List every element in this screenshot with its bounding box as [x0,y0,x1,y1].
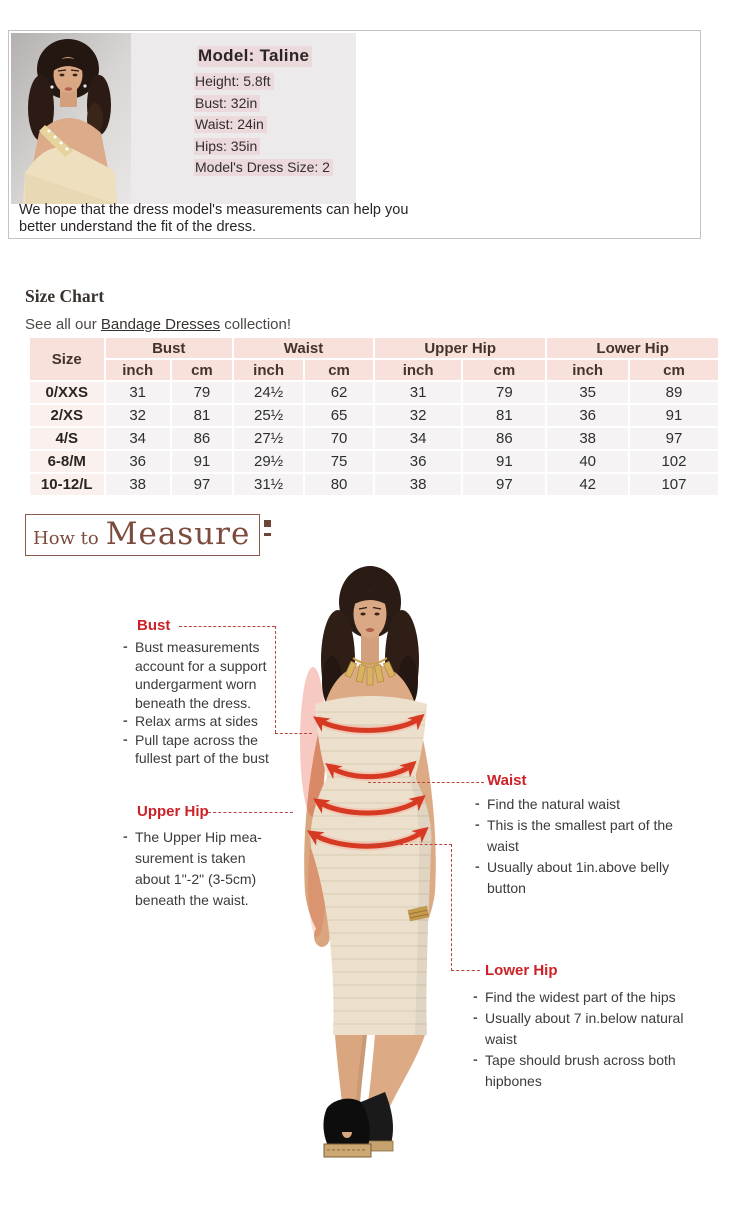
list-item: - Bust measurements account for a support undergarment worn beneath the dress. [122,638,274,712]
unit-header: cm [630,360,718,380]
lower-hip-label: Lower Hip [485,962,558,979]
value-cell: 86 [463,428,545,449]
bust-tips-list [122,638,274,768]
value-cell: 38 [547,428,628,449]
value-cell: 42 [547,474,628,495]
bust-connector-line [179,626,275,627]
value-cell: 24½ [234,382,303,403]
list-item: - Usually about 7 in.below natural waist [472,1008,690,1050]
value-cell: 70 [305,428,373,449]
value-cell: 65 [305,405,373,426]
table-row [30,382,718,403]
list-item: - Find the natural waist [474,794,677,815]
lower-hip-tips-list [472,987,690,1092]
value-cell: 32 [106,405,170,426]
value-cell: 34 [375,428,461,449]
measure-label: Measure [105,516,251,552]
model-portrait-photo [11,33,131,204]
size-cell: 2/XS [30,405,104,426]
value-cell: 62 [305,382,373,403]
value-cell: 91 [630,405,718,426]
list-item: - Usually about 1in.above belly button [474,857,677,899]
value-cell: 91 [172,451,232,472]
value-cell: 32 [375,405,461,426]
model-measurements-panel [131,33,356,204]
waist-tips-list [474,794,677,899]
measuring-model-figure [275,562,470,1190]
how-to-label: How to [33,528,99,549]
upper-hip-connector-line [208,812,293,813]
model-info-card [8,30,701,239]
value-cell: 36 [106,451,170,472]
bust-label: Bust [137,617,171,634]
value-cell: 86 [172,428,232,449]
list-item: - Pull tape across the fullest part of the bust [122,731,274,768]
size-chart-heading: Size Chart [25,286,105,306]
list-item: - Relax arms at sides [122,712,274,731]
lower-hip-connector-line [366,844,452,845]
list-item: - The Upper Hip mea-surement is taken about 1"-2" (3-5cm) beneath the waist. [122,827,280,911]
list-item: - This is the smallest part of the waist [474,815,677,857]
size-cell: 6-8/M [30,451,104,472]
model-height: Height: 5.8ft [194,73,333,90]
table-row [30,405,718,426]
size-cell: 0/XXS [30,382,104,403]
lower-hip-connector-line [451,970,480,971]
bust-connector-line [275,733,312,734]
table-row [30,451,718,472]
unit-header: cm [305,360,373,380]
value-cell: 25½ [234,405,303,426]
model-waist: Waist: 24in [194,116,333,133]
unit-header: inch [547,360,628,380]
lower-hip-group-header: Lower Hip [547,338,718,358]
value-cell: 102 [630,451,718,472]
bust-connector-line [275,626,276,733]
value-cell: 80 [305,474,373,495]
model-measurement-lines [194,73,333,181]
value-cell: 31 [106,382,170,403]
value-cell: 27½ [234,428,303,449]
value-cell: 89 [630,382,718,403]
value-cell: 79 [463,382,545,403]
upper-hip-label: Upper Hip [137,803,209,820]
model-hips: Hips: 35in [194,138,333,155]
size-column-header: Size [30,338,104,380]
value-cell: 38 [375,474,461,495]
collection-prefix: See all our [25,316,101,333]
size-chart-table [28,336,720,497]
upper-hip-group-header: Upper Hip [375,338,545,358]
value-cell: 36 [375,451,461,472]
unit-header: cm [172,360,232,380]
value-cell: 91 [463,451,545,472]
how-to-measure-box [25,514,260,556]
value-cell: 35 [547,382,628,403]
upper-hip-tips-list [122,827,280,911]
figure-dress [311,696,432,1035]
value-cell: 97 [463,474,545,495]
value-cell: 31 [375,382,461,403]
value-cell: 36 [547,405,628,426]
collection-line [25,316,291,333]
table-unit-header-row [30,360,718,380]
value-cell: 29½ [234,451,303,472]
model-caption: We hope that the dress model's measurements can help you better understand the fit of the dress. [19,202,409,235]
model-name-title: Model: Taline [197,46,312,67]
list-item: - Tape should brush across both hipbones [472,1050,690,1092]
unit-header: inch [106,360,170,380]
value-cell: 31½ [234,474,303,495]
collection-suffix: collection! [220,316,292,333]
value-cell: 81 [463,405,545,426]
value-cell: 75 [305,451,373,472]
size-cell: 4/S [30,428,104,449]
waist-connector-line [368,782,484,783]
bandage-dresses-link[interactable]: Bandage Dresses [100,316,221,333]
size-cell: 10-12/L [30,474,104,495]
decorative-colon-icon [264,520,271,536]
model-bust: Bust: 32in [194,95,333,112]
value-cell: 40 [547,451,628,472]
bust-group-header: Bust [106,338,233,358]
figure-shoes [323,1092,393,1157]
waist-label: Waist [487,772,527,789]
value-cell: 81 [172,405,232,426]
list-item: - Find the widest part of the hips [472,987,690,1008]
value-cell: 107 [630,474,718,495]
value-cell: 97 [630,428,718,449]
unit-header: inch [375,360,461,380]
unit-header: inch [234,360,303,380]
table-row [30,474,718,495]
value-cell: 34 [106,428,170,449]
table-group-header-row [30,338,718,358]
model-dress-size: Model's Dress Size: 2 [194,159,333,176]
how-to-measure-heading [25,514,271,556]
table-row [30,428,718,449]
value-cell: 97 [172,474,232,495]
unit-header: cm [463,360,545,380]
value-cell: 79 [172,382,232,403]
lower-hip-connector-line [451,844,452,971]
waist-group-header: Waist [234,338,373,358]
value-cell: 38 [106,474,170,495]
